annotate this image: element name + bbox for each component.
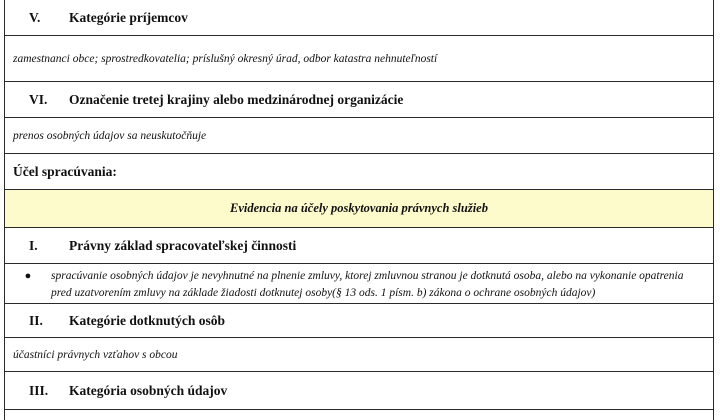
section-number: III. (29, 382, 49, 398)
section-number: II. (29, 312, 43, 328)
section-i-content (4, 264, 714, 304)
section-title: Kategória osobných údajov (69, 382, 228, 398)
section-v-content: zamestnanci obce; sprostredkovatelia; príslušný okresný úrad, odbor katastra nehnuteľností (4, 36, 714, 82)
purpose-value: Evidencia na účely poskytovania právnych služieb (4, 190, 714, 228)
section-number: VI. (29, 91, 48, 107)
section-title: Kategórie dotknutých osôb (69, 312, 226, 328)
section-title: Kategórie príjemcov (69, 9, 188, 25)
section-vi-content: prenos osobných údajov sa neuskutočňuje (4, 118, 714, 154)
section-vi-header (4, 82, 714, 118)
section-v-header (4, 0, 714, 36)
section-iii-content (4, 410, 714, 420)
section-ii-header (4, 304, 714, 338)
purpose-label: Účel spracúvania: (4, 154, 714, 190)
section-number: V. (29, 9, 41, 25)
section-ii-content: účastníci právnych vzťahov s obcou (4, 338, 714, 372)
section-title: Právny základ spracovateľskej činnosti (69, 237, 297, 253)
bullet-icon: ● (24, 270, 32, 282)
section-iii-header (4, 372, 714, 410)
list-item: spracúvanie osobných údajov je nevyhnutné na plnenie zmluvy, ktorej zmluvnou stranou je dotknutá osoba, alebo na vykonanie opatrenia pred uzatvorením zmluvy na základe žiadosti dotknutej osoby(§ 13 ods. 1 písm. b) zákona o ochrane osobných údajov) (51, 270, 684, 299)
section-title: Označenie tretej krajiny alebo medzinárodnej organizácie (69, 91, 404, 107)
section-number: I. (29, 237, 38, 253)
section-i-header (4, 228, 714, 264)
